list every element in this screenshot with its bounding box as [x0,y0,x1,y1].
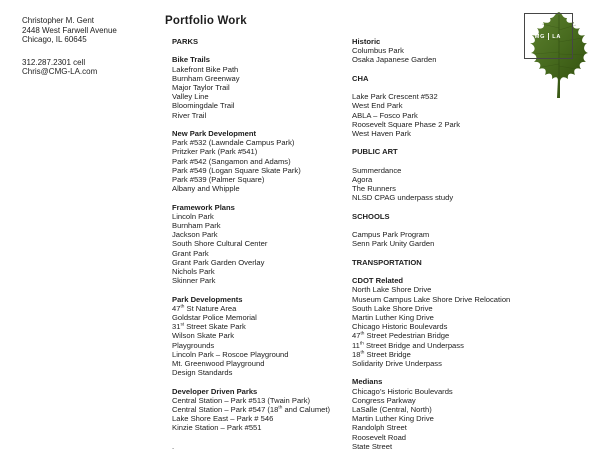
contact-email: Chris@CMG-LA.com [22,67,98,76]
logo-text-cmg: CMG [530,33,546,40]
contact-street: 2448 West Farwell Avenue [22,25,117,35]
section-title: CHA [352,73,369,83]
logo-divider [548,33,549,40]
footnote-dot: . [172,441,175,450]
contact-phone: 312.287.2301 cell [22,57,86,67]
contact-spacer [22,45,117,58]
spacer [352,221,578,230]
spacer [352,138,578,147]
list-item: Martin Luther King Drive [352,414,434,424]
list-item: West Haven Park [352,129,411,138]
list-item: Solidarity Drive Underpass [352,358,442,368]
list-item: North Lake Shore Drive [352,285,432,295]
list-item: Agora [352,174,373,184]
list-item: 31st Street Skate Park [172,321,246,332]
spacer [352,203,578,212]
list-item: 47th Street Pedestrian Bridge [352,330,450,341]
page-title: Portfolio Work [165,15,247,27]
list-item: Columbus Park [352,46,404,56]
list-item: Lincoln Park – Roscoe Playground [172,349,289,359]
list-item: Congress Parkway [352,395,416,405]
list-item: State Street [352,441,393,450]
contact-name: Christopher M. Gent [22,16,95,25]
list-item: Grant Park Garden Overlay [172,257,265,267]
list-item: 47th St Nature Area [172,303,237,313]
list-item: NLSD CPAG underpass study [352,193,454,203]
list-item: Valley Line [172,92,209,102]
section-title: PUBLIC ART [352,147,398,157]
section-title: Medians [352,377,383,387]
list-item: Chicago Historic Boulevards [352,322,448,332]
list-item: Chicago’s Historic Boulevards [352,386,453,396]
list-item: The Runners [352,184,396,194]
list-item: Albany and Whipple [172,184,240,194]
list-item: Martin Luther King Drive [352,312,434,322]
list-item: Jackson Park [172,230,218,240]
list-item: 18th Street Bridge [352,349,411,359]
list-item: ABLA – Fosco Park [352,110,418,120]
list-item: Lake Shore East – Park # 546 [172,414,274,424]
list-item: Central Station – Park #547 (18th and Calumet) [172,404,331,415]
section-title: Bike Trails [172,55,210,65]
list-item: Playgrounds [172,340,215,350]
list-item: Park #549 (Logan Square Skate Park) [172,165,301,175]
list-item: Goldstar Police Memorial [172,313,257,323]
section-title: TRANSPORTATION [352,257,422,267]
list-item: River Trail [172,110,207,120]
list-item: Park #539 (Palmer Square) [172,175,265,185]
list-item: Randolph Street [352,423,407,433]
spacer [352,249,578,258]
spacer [172,120,352,129]
section-title: SCHOOLS [352,211,390,221]
left-column [172,37,352,450]
list-item: Bloomingdale Trail [172,101,235,111]
list-item: Museum Campus Lake Shore Drive Relocation [352,294,511,304]
list-item: West End Park [352,101,403,111]
list-item: South Shore Cultural Center [172,239,268,249]
list-item: Central Station – Park #513 (Twain Park) [172,395,311,405]
section-title: Developer Driven Parks [172,386,258,396]
section-title: CDOT Related [352,276,404,286]
spacer [352,267,578,276]
contact-city: Chicago, IL 60645 [22,35,87,44]
list-item: Burnham Greenway [172,73,240,83]
spacer [172,285,352,294]
list-item: Nichols Park [172,267,215,277]
list-item: Lakefront Bike Path [172,64,239,74]
logo-wordmark [530,33,561,40]
column-heading: PARKS [172,37,199,46]
spacer [172,377,352,386]
list-item: Campus Park Program [352,230,430,240]
section-title: Historic [352,37,381,46]
list-item: Senn Park Unity Garden [352,239,435,249]
list-item: Wilson Skate Park [172,331,235,341]
list-item: Lake Park Crescent #532 [352,92,438,102]
section-title: New Park Development [172,129,256,138]
list-item: Lincoln Park [172,211,214,221]
list-item: Pritzker Park (Park #541) [172,147,258,157]
list-item: Park #532 (Lawndale Campus Park) [172,138,295,148]
list-item: 11th Street Bridge and Underpass [352,340,464,350]
list-item: Roosevelt Square Phase 2 Park [352,119,461,129]
list-item: LaSalle (Central, North) [352,404,432,414]
spacer [172,433,352,442]
list-item: South Lake Shore Drive [352,303,433,313]
list-item: Kinzie Station – Park #551 [172,423,262,433]
list-item: Park #542 (Sangamon and Adams) [172,156,291,166]
section-title: Framework Plans [172,202,235,212]
section-title: Park Developments [172,294,243,304]
spacer [172,193,352,202]
contact-block [22,16,117,77]
spacer [172,46,352,55]
list-item: Osaka Japanese Garden [352,55,437,65]
logo-text-la: LA [552,33,562,40]
list-item: Summerdance [352,165,402,175]
list-item: Roosevelt Road [352,432,407,442]
list-item: Design Standards [172,368,233,378]
list-item: Skinner Park [172,276,216,286]
spacer [352,157,578,166]
list-item: Mt. Greenwood Playground [172,359,265,369]
list-item: Burnham Park [172,221,221,231]
list-item: Major Taylor Trail [172,83,230,92]
list-item: Grant Park [172,248,209,258]
cmg-la-logo [520,10,598,102]
spacer [352,368,578,377]
